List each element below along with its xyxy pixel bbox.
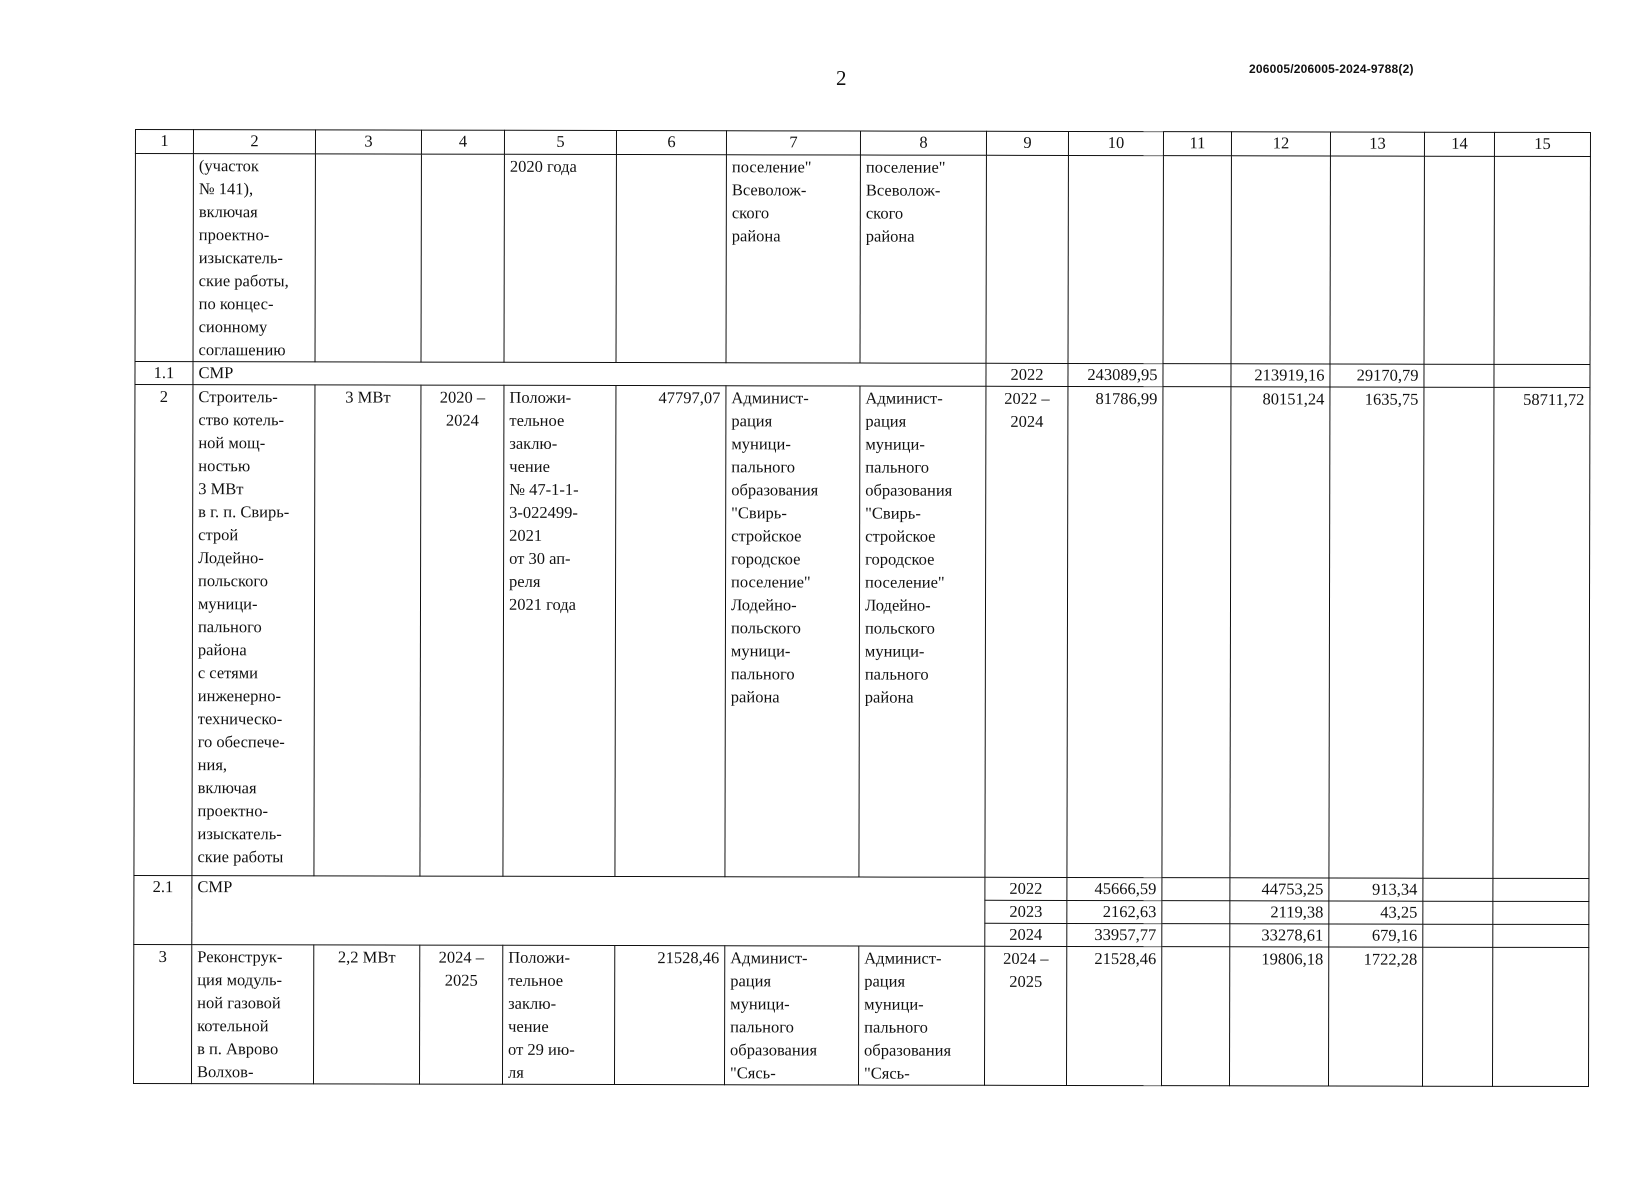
- developer-cell: поселение" Всеволож- ского района: [860, 155, 986, 363]
- value-cell: 81786,99: [1067, 386, 1163, 877]
- conclusion-cell: Положи- тельное заклю- чение от 29 ию- ля: [503, 945, 615, 1084]
- conclusion-cell: 2020 года: [504, 154, 616, 362]
- column-number: 15: [1494, 132, 1590, 156]
- value-cell: 21528,46: [1066, 946, 1161, 1085]
- row-number-cell: 3: [134, 944, 192, 1083]
- value-cell: 679,16: [1329, 924, 1423, 947]
- table-row: [134, 944, 1589, 1086]
- row-number-cell: 2.1: [134, 875, 192, 944]
- value-cell: 1635,75: [1329, 387, 1424, 878]
- year-cell: 2023: [985, 900, 1067, 923]
- table-cell: [616, 155, 726, 363]
- value-cell: 44753,25: [1230, 878, 1329, 901]
- table-cell: [1493, 878, 1589, 901]
- value-cell: 913,34: [1329, 878, 1423, 901]
- developer-cell: Админист- рация муници- пального образования "Сясь-: [858, 946, 984, 1085]
- value-cell: 21528,46: [614, 946, 724, 1085]
- year-cell: 2022: [986, 363, 1068, 386]
- year-cell: 2024: [985, 923, 1067, 946]
- row-number-cell: 2: [134, 385, 193, 876]
- column-number: 3: [315, 130, 421, 154]
- row-number-cell: 1.1: [135, 362, 193, 385]
- table-cell: [1423, 924, 1493, 947]
- table-cell: [1424, 364, 1494, 387]
- table-row: [134, 385, 1590, 879]
- value-cell: 243089,95: [1068, 363, 1163, 386]
- value-cell: 47797,07: [615, 386, 726, 877]
- table-cell: [986, 155, 1068, 363]
- column-number: 13: [1330, 132, 1424, 156]
- table-cell: [1493, 901, 1589, 924]
- page-number: 2: [836, 66, 847, 90]
- capacity-cell: 2,2 МВт: [314, 945, 420, 1084]
- table-cell: [1494, 156, 1590, 364]
- object-name-cell: Реконструк- ция модуль- ной газовой котельной в п. Аврово Волхов-: [192, 945, 314, 1084]
- value-cell: 2162,63: [1067, 900, 1162, 923]
- value-cell: 19806,18: [1229, 947, 1328, 1086]
- customer-cell: Админист- рация муници- пального образования "Сясь-: [724, 946, 858, 1085]
- value-cell: 33278,61: [1230, 924, 1329, 947]
- table-cell: [1494, 364, 1590, 387]
- table-cell: [1162, 878, 1230, 901]
- column-number: 5: [504, 130, 616, 154]
- column-number: 11: [1163, 132, 1231, 156]
- customer-cell: Админист- рация муници- пального образования "Свирь- стройское городское поселение" Лодейно- польского муници- пального района: [725, 386, 860, 877]
- column-number: 12: [1231, 132, 1330, 156]
- document-id: 206005/206005-2024-9788(2): [1249, 62, 1414, 76]
- object-name-cell: (участок № 141), включая проектно- изыскатель- ские работы, по концес- сионному соглашению: [193, 154, 315, 362]
- data-table: [133, 129, 1591, 1087]
- table-cell: [1163, 156, 1231, 364]
- period-cell: 2024 – 2025: [420, 945, 503, 1084]
- column-number: 4: [421, 130, 504, 154]
- table-cell: [1423, 878, 1493, 901]
- table-row: [135, 154, 1590, 365]
- table-cell: [315, 154, 421, 362]
- table-cell: [1231, 156, 1330, 364]
- table-cell: [1424, 156, 1494, 364]
- table-cell: [1423, 901, 1493, 924]
- value-cell: 1722,28: [1328, 947, 1422, 1086]
- column-number: 10: [1068, 131, 1163, 155]
- value-cell: 80151,24: [1230, 387, 1330, 878]
- work-type-cell: СМР: [193, 362, 986, 387]
- work-type-cell: СМР: [192, 876, 985, 947]
- column-number: 14: [1424, 132, 1494, 156]
- table-cell: [1492, 947, 1588, 1086]
- value-cell: 43,25: [1329, 901, 1423, 924]
- table-cell: [135, 154, 193, 362]
- value-cell: 58711,72: [1493, 387, 1590, 878]
- customer-cell: поселение" Всеволож- ского района: [726, 155, 860, 363]
- table-cell: [1162, 901, 1230, 924]
- object-name-cell: Строитель- ство котель- ной мощ- ностью 3 МВт в г. п. Свирь- строй Лодейно- польского муници- пального района с сетями инженерно- техническо- го обеспече- ния, включая проектно- изыскатель- ские работы: [192, 385, 315, 876]
- table-cell: [1162, 387, 1231, 878]
- value-cell: 45666,59: [1067, 877, 1162, 900]
- table-cell: [1161, 947, 1229, 1086]
- value-cell: 2119,38: [1230, 901, 1329, 924]
- column-number: 7: [726, 131, 860, 155]
- column-number: 6: [616, 131, 726, 155]
- year-cell: 2022: [985, 877, 1067, 900]
- value-cell: 213919,16: [1231, 364, 1330, 387]
- column-number: 8: [860, 131, 986, 155]
- table-cell: [1493, 924, 1589, 947]
- column-number: 2: [193, 130, 315, 154]
- column-number-row: [135, 130, 1590, 157]
- column-number: 1: [135, 130, 193, 154]
- period-cell: 2020 – 2024: [420, 385, 504, 876]
- table-cell: [1422, 947, 1492, 1086]
- capacity-cell: 3 МВт: [314, 385, 421, 876]
- table-cell: [1163, 364, 1231, 387]
- value-cell: 29170,79: [1330, 364, 1424, 387]
- table-cell: [1162, 924, 1230, 947]
- table-cell: [1423, 387, 1494, 878]
- conclusion-cell: Положи- тельное заклю- чение № 47-1-1- 3-022499- 2021 от 30 ап- реля 2021 года: [503, 385, 616, 876]
- table-row: [135, 362, 1590, 388]
- table-row: [134, 875, 1589, 901]
- year-cell: 2024 – 2025: [984, 946, 1066, 1085]
- year-cell: 2022 – 2024: [985, 386, 1068, 877]
- table-cell: [1068, 155, 1163, 363]
- column-number: 9: [986, 131, 1068, 155]
- table-cell: [421, 154, 504, 362]
- value-cell: 33957,77: [1067, 923, 1162, 946]
- table-cell: [1330, 156, 1424, 364]
- developer-cell: Админист- рация муници- пального образования "Свирь- стройское городское поселение" Лодейно- польского муници- пального района: [859, 386, 986, 877]
